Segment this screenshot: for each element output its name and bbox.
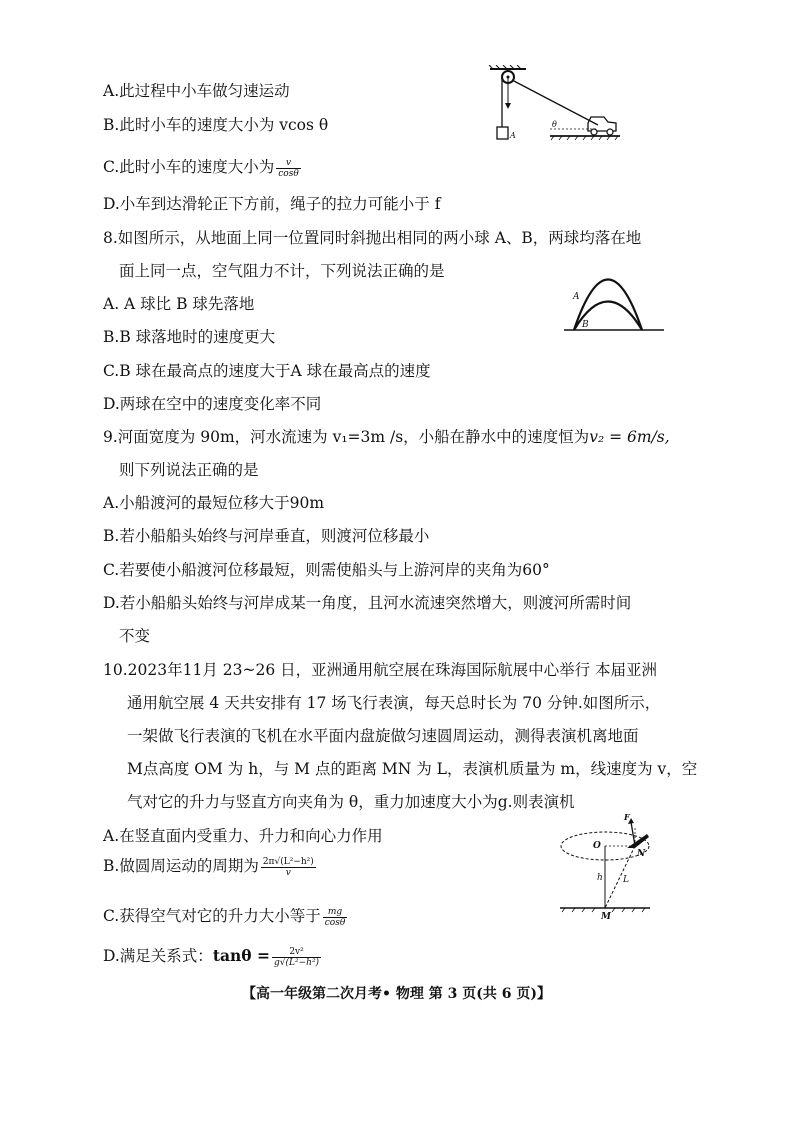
q10-stem-line-5: 气对它的升力与竖直方向夹角为 θ，重力加速度大小为g.则表演机 [127, 793, 575, 811]
q10-d-denominator: g√(L²−h²) [274, 957, 320, 968]
q9-option-d-line-2: 不变 [119, 627, 151, 645]
q10-option-b-text: B.做圆周运动的周期为 [103, 857, 259, 875]
q8-stem-line-2: 面上同一点，空气阻力不计，下列说法正确的是 [119, 262, 445, 280]
q7-c-denominator: cosθ [278, 168, 299, 179]
q10-option-d [103, 945, 323, 968]
q8-trajectory-figure [562, 277, 667, 335]
q9-option-c: C.若要使小船渡河位移最短，则需使船头与上游河岸的夹角为60° [103, 561, 550, 579]
q9-stem-math: v₂ = 6m/s, [589, 428, 670, 446]
page-footer: 【高一年级第二次月考• 物理 第 3 页(共 6 页)】 [242, 986, 551, 1002]
q7-c-numerator: v [285, 157, 292, 168]
q9-stem-line-1 [103, 426, 670, 448]
q10-b-denominator: v [261, 867, 316, 878]
q8-stem-line-1: 8.如图所示，从地面上同一位置同时斜抛出相同的两小球 A、B，两球均落在地 [103, 229, 642, 247]
q10-d-numerator: 2v² [289, 946, 304, 957]
q7-option-c-fraction [276, 158, 301, 179]
q10-option-b [103, 855, 318, 878]
q10-option-c-fraction [323, 907, 348, 928]
q7-option-c-text: C.此时小车的速度大小为 [103, 158, 275, 176]
q10-option-d-fraction [272, 947, 321, 968]
q10-stem-line-3: 一架做飞行表演的飞机在水平面内盘旋做匀速圆周运动，测得表演机离地面 [127, 727, 639, 745]
q10-option-d-text: D.满足关系式： [103, 947, 213, 965]
q7-fig-label-theta: θ [552, 120, 557, 129]
q7-fig-label-a: A [510, 131, 516, 140]
q7-pulley-figure [488, 65, 623, 147]
q10-fig-label-h: h [597, 873, 603, 883]
q8-option-c: C.B 球在最高点的速度大于A 球在最高点的速度 [103, 362, 431, 380]
q7-option-a: A.此过程中小车做匀速运动 [103, 82, 290, 100]
q8-option-b: B.B 球落地时的速度更大 [103, 328, 276, 346]
q10-stem-line-1: 10.2023年11月 23~26 日，亚洲通用航空展在珠海国际航展中心举行 本届亚洲 [103, 661, 658, 679]
q10-fig-label-n: N [637, 849, 646, 859]
q10-option-c [103, 905, 349, 928]
q8-fig-label-a: A [573, 292, 580, 302]
q7-option-d: D.小车到达滑轮正下方前，绳子的拉力可能小于 f [103, 195, 441, 213]
q10-option-c-text: C.获得空气对它的升力大小等于 [103, 907, 321, 925]
q8-option-a: A. A 球比 B 球先落地 [103, 295, 255, 313]
q7-option-b: B.此时小车的速度大小为 vcos θ [103, 116, 329, 134]
q10-b-numerator: 2π√(L²−h²) [262, 856, 314, 867]
q10-fig-label-m: M [601, 912, 611, 922]
q10-airplane-figure [555, 808, 675, 923]
q10-option-d-math: tanθ = [212, 946, 271, 965]
q10-option-b-fraction [261, 857, 316, 878]
q9-option-a: A.小船渡河的最短位移大于90m [103, 494, 325, 512]
q10-fig-label-l: L [623, 875, 629, 885]
q10-stem-line-2: 通用航空展 4 天共安排有 17 场飞行表演，每天总时长为 70 分钟.如图所示， [127, 694, 661, 712]
q8-option-d: D.两球在空中的速度变化率不同 [103, 395, 322, 413]
q10-stem-line-4: M点高度 OM 为 h，与 M 点的距离 MN 为 L，表演机质量为 m，线速度为 v，空 [127, 760, 698, 778]
q10-c-numerator: mg [327, 906, 343, 917]
q9-stem-line-2: 则下列说法正确的是 [119, 461, 259, 479]
q10-fig-label-o: O [593, 841, 601, 851]
q9-option-d-line-1: D.若小船船头始终与河岸成某一角度，且河水流速突然增大，则渡河所需时间 [103, 594, 632, 612]
q7-option-c [103, 156, 303, 179]
q9-stem-text: 9.河面宽度为 90m，河水流速为 v₁=3m /s，小船在静水中的速度恒为 [103, 428, 590, 446]
q9-option-b: B.若小船船头始终与河岸垂直，则渡河位移最小 [103, 527, 430, 545]
q10-option-a: A.在竖直面内受重力、升力和向心力作用 [103, 827, 383, 845]
q8-fig-label-b: B [582, 320, 589, 330]
q10-c-denominator: cosθ [324, 917, 346, 928]
q10-fig-label-f: F [624, 812, 630, 822]
